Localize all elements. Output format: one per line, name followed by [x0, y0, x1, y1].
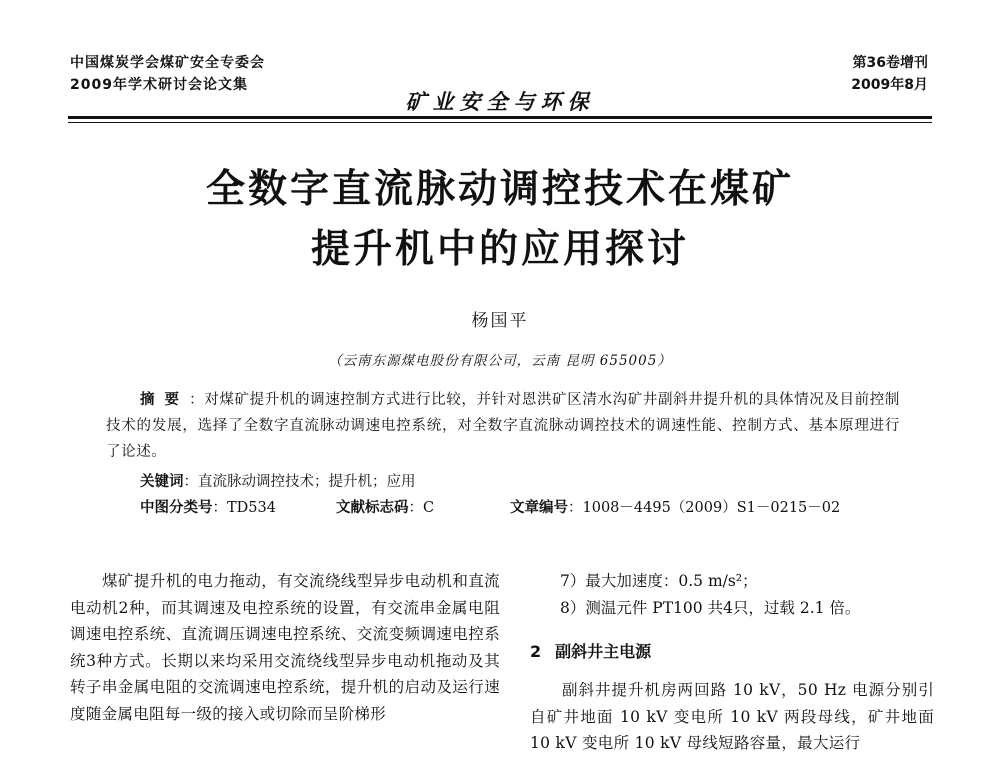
header-rule-thin	[68, 122, 932, 123]
keywords	[140, 469, 416, 495]
clc-value: ：TD534	[212, 500, 276, 516]
header-proceedings: 2009年学术研讨会论文集	[70, 77, 248, 93]
section-number: 2	[530, 642, 542, 661]
header-volume: 第36卷增刊	[852, 55, 928, 71]
section-heading	[530, 639, 934, 665]
spec-item-8: 8）测温元件 PT100 共4只，过载 2.1 倍。	[560, 598, 861, 617]
paper-title	[0, 160, 1000, 280]
abstract-label: 摘要	[140, 392, 190, 408]
header-rule-thick	[68, 116, 932, 119]
abstract-text: ：对煤矿提升机的调速控制方式进行比较，并针对恩洪矿区清水沟矿井副斜井提升机的具体情况及目前控制技术的发展，选择了全数字直流脉动调速电控系统，对全数字直流脉动调控技术的调速性能、控制方式、基本原理进行了论述。	[106, 392, 901, 460]
doc-code	[336, 495, 434, 521]
clc-label: 中图分类号	[140, 500, 213, 516]
article-number-label: 文章编号	[510, 500, 568, 516]
article-number	[510, 495, 840, 521]
title-line-1: 全数字直流脉动调控技术在煤矿	[205, 167, 794, 212]
section-title: 副斜井主电源	[555, 642, 652, 661]
header-org: 中国煤炭学会煤矿安全专委会	[70, 55, 265, 71]
header-right	[851, 52, 928, 96]
clc-number	[140, 495, 276, 521]
keywords-text: ：直流脉动调控技术；提升机；应用	[183, 474, 416, 490]
doc-code-label: 文献标志码	[336, 500, 409, 516]
spec-item-7: 7）最大加速度：0.5 m/s²；	[560, 572, 758, 590]
abstract	[106, 387, 900, 465]
journal-name: 矿业安全与环保	[405, 89, 595, 114]
header-date: 2009年8月	[851, 77, 928, 93]
body-right-paragraph: 副斜井提升机房两回路 10 kV，50 Hz 电源分别引自矿井地面 10 kV 变电所 10 kV 两段母线，矿井地面 10 kV 变电所 10 kV 母线短路容量，最大运行	[530, 681, 934, 752]
body-right-column	[530, 568, 934, 757]
keywords-label: 关键词	[140, 474, 184, 490]
body-left-paragraph: 煤矿提升机的电力拖动，有交流绕线型异步电动机和直流电动机2种，而其调速及电控系统的设置，有交流串金属电阻调速电控系统、直流调压调速电控系统、交流变频调速电控系统3种方式。长期以来均采用交流绕线型异步电动机拖动及其转子串金属电阻的交流调速电控系统，提升机的启动及运行速度随金属电阻每一级的接入或切除而呈阶梯形	[70, 572, 500, 723]
title-line-2: 提升机中的应用探讨	[310, 227, 689, 272]
doc-code-value: ：C	[408, 500, 435, 516]
article-number-value: ：1008－4495（2009）S1－0215－02	[568, 500, 841, 516]
affiliation: （云南东源煤电股份有限公司，云南 昆明 655005）	[328, 353, 672, 369]
author: 杨国平	[471, 311, 529, 331]
